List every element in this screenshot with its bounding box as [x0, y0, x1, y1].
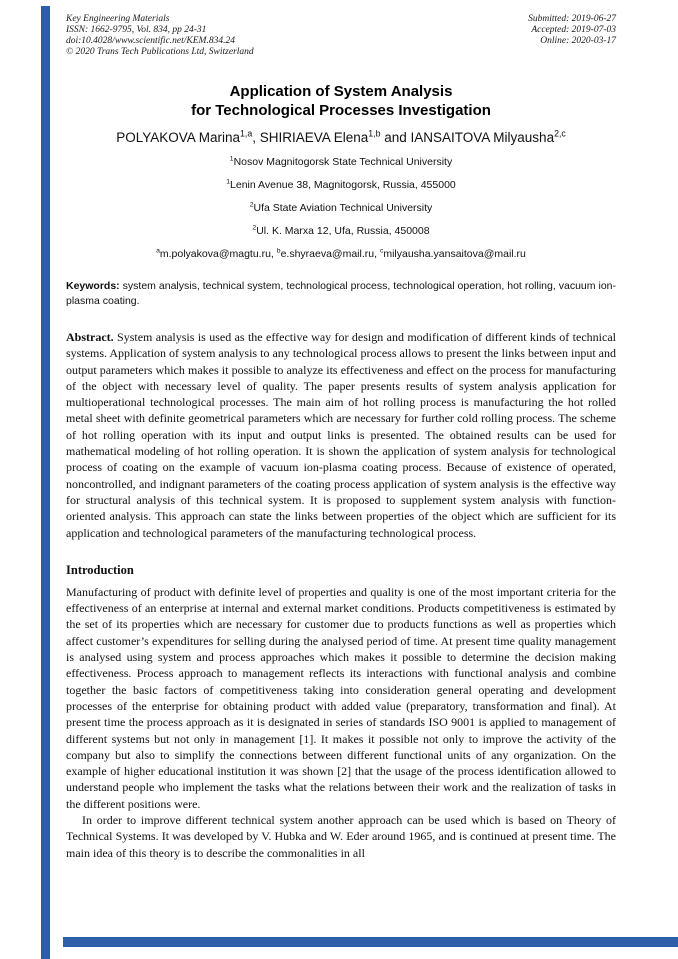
journal-copyright: © 2020 Trans Tech Publications Ltd, Switzerland	[66, 47, 254, 57]
email-sup: c	[379, 247, 384, 255]
authors-line	[66, 129, 616, 146]
paper-title-line1: Application of System Analysis	[229, 83, 453, 100]
author-name: IANSAITOVA Milyausha	[410, 130, 555, 145]
online-date: Online: 2020-03-17	[540, 36, 616, 46]
journal-doi: doi:10.4028/www.scientific.net/KEM.834.24	[66, 36, 235, 46]
keywords-label: Keywords:	[66, 280, 120, 292]
abstract-text: System analysis is used as the effective way for design and modification of different kinds of technical systems. Application of system analysis to any technological process allows to present the links between input and output parameters which makes it possible to analyze its effectiveness and effect on the process for manufacturing of the object with necessary level of quality. The paper presents results of system analysis application for multioperational technological processes. The main aim of hot rolling process is manufacturing the hot rolled metal sheet with definite geometrical parameters which are necessary for further cold rolling process. The scheme of hot rolling operation with its input and output links is presented. The obtained results can be used for mathematical modeling of hot rolling operation. It is shown the application of system analysis for technological process of coating on the example of vacuum ion-plasma coating process. Because of existence of operated, noncontrolled, and indignant parameters of the coating process application of system analysis is the effective way for structural analysis of this technical system. It is proposed to supplement system analysis with function-oriented analysis. This approach can state the links between properties of the object which are sufficient for its application and technological parameters of the manufacturing technological process.	[66, 330, 616, 540]
email-sup: a	[156, 247, 160, 255]
journal-title: Key Engineering Materials	[66, 14, 170, 24]
author-name: POLYAKOVA Marina	[116, 130, 241, 145]
author-separator: ,	[252, 130, 260, 145]
abstract-label: Abstract.	[66, 330, 114, 344]
paper-title	[66, 82, 616, 120]
paper-title-line2: for Technological Processes Investigation	[191, 102, 491, 119]
section-heading-introduction: Introduction	[66, 562, 134, 577]
affiliation-text: Ufa State Aviation Technical University	[253, 202, 433, 214]
affiliation-line	[66, 225, 616, 238]
affiliation-text: Lenin Avenue 38, Magnitogorsk, Russia, 455000	[230, 179, 456, 191]
affiliation-sup: 2	[249, 201, 254, 209]
keywords-text: system analysis, technical system, technological process, technological operation, hot rolling, vacuum ion-plasma coating.	[66, 280, 616, 307]
page-edge-bottom	[63, 937, 678, 947]
author-email: milyausha.yansaitova@mail.ru	[383, 248, 526, 260]
email-separator: ,	[374, 248, 380, 260]
journal-header-left	[66, 14, 254, 58]
affiliation-text: Ul. K. Marxa 12, Ufa, Russia, 450008	[256, 225, 430, 237]
affiliation-text: Nosov Magnitogorsk State Technical University	[233, 156, 453, 168]
keywords-paragraph	[66, 279, 616, 309]
affiliation-line	[66, 156, 616, 169]
author-emails	[66, 248, 616, 261]
author-email: e.shyraeva@mail.ru	[280, 248, 375, 260]
paragraph: In order to improve different technical system another approach can be used which is based on Theory of Technical Systems. It was developed by V. Hubka and W. Eder around 1965, and is continued at present time. The main idea of this theory is to describe the commonalities in all	[66, 813, 616, 860]
email-sup: b	[276, 247, 281, 255]
affiliation-sup: 1	[229, 155, 234, 163]
journal-header	[66, 14, 616, 58]
accepted-date: Accepted: 2019-07-03	[531, 25, 616, 35]
author-email: m.polyakova@magtu.ru	[159, 248, 271, 260]
author-name: SHIRIAEVA Elena	[259, 130, 369, 145]
email-separator: ,	[270, 248, 277, 260]
abstract-paragraph	[66, 329, 616, 541]
submitted-date: Submitted: 2019-06-27	[528, 14, 616, 24]
affiliation-sup: 2	[252, 224, 257, 232]
author-affiliation-sup: 2,c	[554, 128, 566, 139]
author-affiliation-sup: 1,a	[240, 128, 253, 139]
affiliation-line	[66, 179, 616, 192]
journal-header-right	[528, 14, 616, 58]
affiliation-line	[66, 202, 616, 215]
journal-issn-volume: ISSN: 1662-9795, Vol. 834, pp 24-31	[66, 25, 207, 35]
author-affiliation-sup: 1,b	[368, 128, 381, 139]
affiliation-sup: 1	[226, 178, 231, 186]
author-separator: and	[380, 130, 411, 145]
paragraph: Manufacturing of product with definite level of properties and quality is one of the most important criteria for the effectiveness of an enterprise at internal and external market conditions. Products competitiveness is estimated by the set of its properties which are necessary for customer due to products functions as well as properties which affect customer’s expenditures for selling during the analysed period of time. At present time quality management is analysed using system and process approaches which makes it possible to determine the decision making effectiveness. Process approach to management reflects its interactions with functional analysis and combine together the basic factors of competitiveness taking into consideration general operating and development processes of the enterprise for obtaining product with added value (preparatory, transformation and final). At present time the process approach as it is designated in series of standards ISO 9001 is applied to management of different systems but not only in management [1]. It makes it possible not only to improve the activity of the company but also to simplify the connections between different functional units of any organization. On the example of higher educational institution it was shown [2] that the usage of the process identification allowed to understand people who implement the tasks what the relations between their work and the realization of tasks in the different positions were.	[66, 584, 616, 811]
